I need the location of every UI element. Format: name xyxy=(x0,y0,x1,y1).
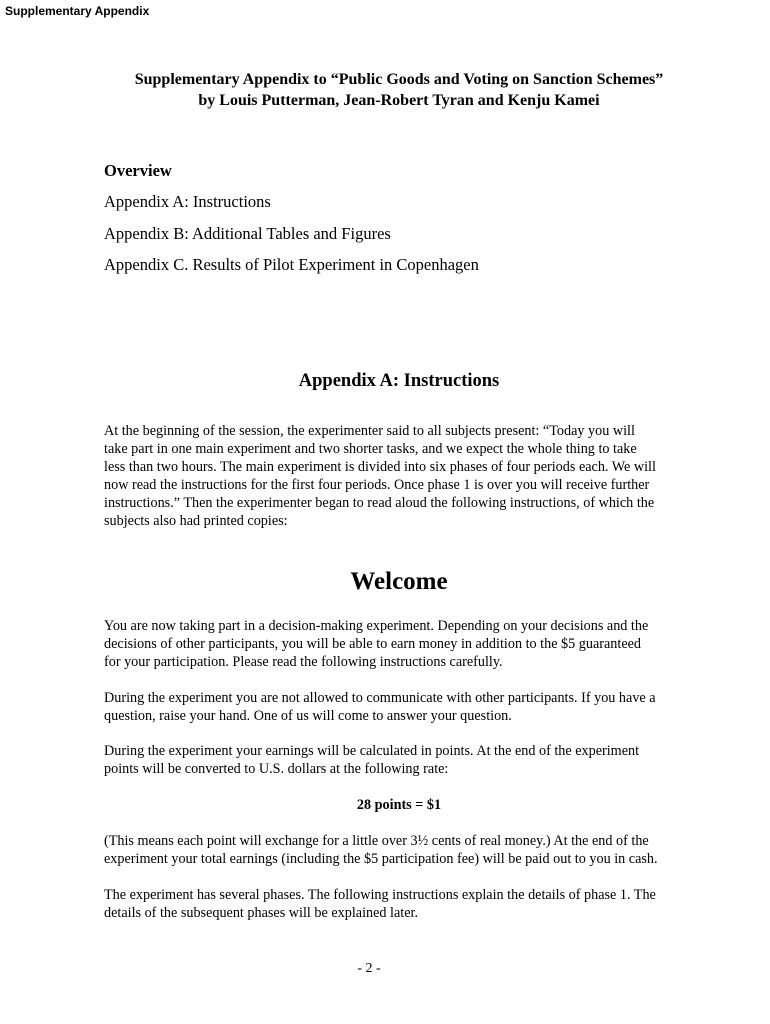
running-header: Supplementary Appendix xyxy=(5,4,150,18)
paragraph-line: During the experiment you are not allowed to communicate with other participants. If you have a xyxy=(104,690,656,706)
title-line-1: Supplementary Appendix to “Public Goods and Voting on Sanction Schemes” xyxy=(134,71,664,88)
welcome-paragraph-4 xyxy=(104,832,694,868)
overview-item-appendix-c: Appendix C. Results of Pilot Experiment in Copenhagen xyxy=(104,255,479,274)
appendix-a-heading: Appendix A: Instructions xyxy=(298,371,500,391)
intro-paragraph xyxy=(104,422,694,530)
paragraph-line: for your participation. Please read the following instructions carefully. xyxy=(104,654,503,670)
overview-heading: Overview xyxy=(104,161,172,180)
paragraph-line: (This means each point will exchange for a little over 3½ cents of real money.) At the end of the xyxy=(104,833,649,849)
paragraph-line: experiment your total earnings (including the $5 participation fee) will be paid out to you in cash. xyxy=(104,851,658,867)
welcome-paragraph-3 xyxy=(104,742,694,778)
overview-item-appendix-a: Appendix A: Instructions xyxy=(104,192,271,211)
welcome-paragraph-1 xyxy=(104,617,694,671)
exchange-rate: 28 points = $1 xyxy=(356,797,442,813)
paragraph-line: points will be converted to U.S. dollars at the following rate: xyxy=(104,761,449,777)
intro-line: less than two hours. The main experiment is divided into six phases of four periods each. We will xyxy=(104,459,656,475)
paragraph-line: details of the subsequent phases will be explained later. xyxy=(104,905,419,921)
document-title xyxy=(104,69,694,111)
paragraph-line: The experiment has several phases. The following instructions explain the details of phase 1. The xyxy=(104,887,656,903)
paragraph-line: During the experiment your earnings will be calculated in points. At the end of the experiment xyxy=(104,743,640,759)
intro-line: subjects also had printed copies: xyxy=(104,513,288,529)
welcome-paragraph-5 xyxy=(104,886,694,922)
intro-line: At the beginning of the session, the experimenter said to all subjects present: “Today you will xyxy=(104,423,635,439)
overview-item-appendix-b: Appendix B: Additional Tables and Figures xyxy=(104,223,391,243)
title-line-2: by Louis Putterman, Jean-Robert Tyran and Kenju Kamei xyxy=(198,92,600,109)
paragraph-line: question, raise your hand. One of us will come to answer your question. xyxy=(104,708,512,724)
welcome-heading: Welcome xyxy=(350,568,448,595)
overview-list xyxy=(104,191,479,286)
page-number: - 2 - xyxy=(357,961,381,976)
paragraph-line: You are now taking part in a decision-making experiment. Depending on your decisions and the xyxy=(104,618,649,634)
intro-line: take part in one main experiment and two shorter tasks, and we expect the whole thing to take xyxy=(104,441,637,457)
intro-line: now read the instructions for the first four periods. Once phase 1 is over you will receive further xyxy=(104,477,650,493)
welcome-paragraph-2 xyxy=(104,689,694,725)
intro-line: instructions.” Then the experimenter began to read aloud the following instructions, of which the xyxy=(104,495,655,511)
paragraph-line: decisions of other participants, you will be able to earn money in addition to the $5 guaranteed xyxy=(104,636,642,652)
